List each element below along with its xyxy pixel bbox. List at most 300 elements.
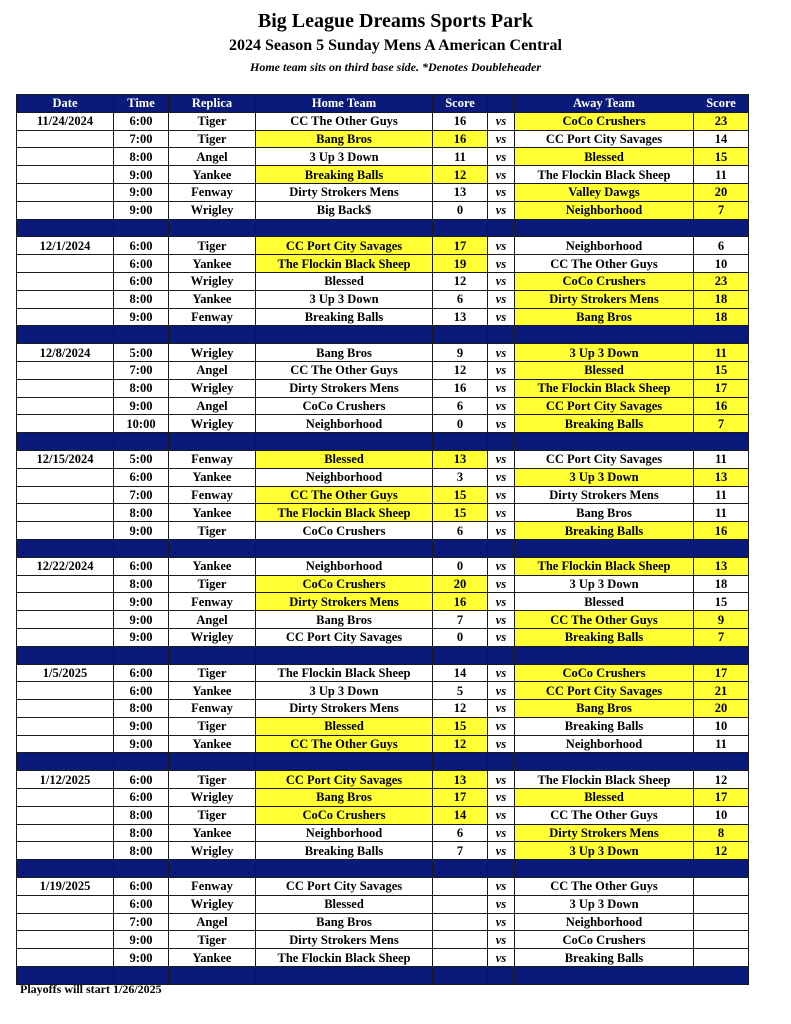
separator-cell [256, 967, 433, 985]
vs-label: vs [488, 806, 515, 824]
vs-label: vs [488, 504, 515, 522]
table-row [17, 593, 749, 611]
table-row [17, 878, 749, 896]
week-separator [17, 860, 749, 878]
home-score: 13 [433, 183, 488, 201]
game-replica: Wrigley [169, 272, 256, 290]
table-row [17, 771, 749, 789]
table-row [17, 806, 749, 824]
game-replica: Fenway [169, 878, 256, 896]
game-time: 9:00 [114, 593, 169, 611]
away-score: 20 [694, 700, 749, 718]
away-team: CoCo Crushers [515, 931, 694, 949]
vs-label: vs [488, 895, 515, 913]
away-team: 3 Up 3 Down [515, 842, 694, 860]
home-team: Neighborhood [256, 557, 433, 575]
separator-cell [433, 967, 488, 985]
page-subtitle: 2024 Season 5 Sunday Mens A American Central [229, 37, 562, 54]
home-score: 7 [433, 842, 488, 860]
away-score: 16 [694, 522, 749, 540]
game-date [17, 842, 114, 860]
home-team: CoCo Crushers [256, 397, 433, 415]
separator-cell [433, 326, 488, 344]
table-row [17, 931, 749, 949]
away-team: Bang Bros [515, 504, 694, 522]
game-replica: Tiger [169, 931, 256, 949]
away-team: CoCo Crushers [515, 272, 694, 290]
game-replica: Tiger [169, 130, 256, 148]
table-row [17, 415, 749, 433]
game-replica: Yankee [169, 557, 256, 575]
home-score: 16 [433, 130, 488, 148]
col-replica: Replica [169, 95, 256, 113]
table-row [17, 148, 749, 166]
game-date [17, 308, 114, 326]
vs-label: vs [488, 664, 515, 682]
away-team: Dirty Strokers Mens [515, 824, 694, 842]
away-score: 10 [694, 806, 749, 824]
game-replica: Tiger [169, 771, 256, 789]
home-score: 0 [433, 557, 488, 575]
home-team: The Flockin Black Sheep [256, 504, 433, 522]
game-date: 12/15/2024 [17, 450, 114, 468]
table-row [17, 344, 749, 362]
home-score: 11 [433, 148, 488, 166]
away-team: Blessed [515, 789, 694, 807]
home-team: The Flockin Black Sheep [256, 255, 433, 273]
table-row [17, 824, 749, 842]
home-team: Bang Bros [256, 344, 433, 362]
separator-cell [515, 219, 694, 237]
away-score: 10 [694, 255, 749, 273]
away-score: 8 [694, 824, 749, 842]
separator-cell [515, 646, 694, 664]
away-team: The Flockin Black Sheep [515, 379, 694, 397]
vs-label: vs [488, 789, 515, 807]
game-replica: Fenway [169, 700, 256, 718]
separator-cell [169, 539, 256, 557]
home-team: Bang Bros [256, 611, 433, 629]
away-team: CoCo Crushers [515, 112, 694, 130]
separator-cell [694, 967, 749, 985]
table-row [17, 895, 749, 913]
vs-label: vs [488, 415, 515, 433]
home-score: 7 [433, 611, 488, 629]
away-score: 18 [694, 308, 749, 326]
table-row [17, 557, 749, 575]
game-replica: Fenway [169, 450, 256, 468]
vs-label: vs [488, 557, 515, 575]
week-separator [17, 433, 749, 451]
vs-label: vs [488, 628, 515, 646]
home-team: CC The Other Guys [256, 486, 433, 504]
home-team: Dirty Strokers Mens [256, 379, 433, 397]
game-date [17, 201, 114, 219]
game-time: 8:00 [114, 575, 169, 593]
game-date [17, 913, 114, 931]
away-score: 11 [694, 486, 749, 504]
away-score: 7 [694, 415, 749, 433]
game-replica: Tiger [169, 717, 256, 735]
game-date [17, 611, 114, 629]
away-score: 9 [694, 611, 749, 629]
separator-cell [694, 539, 749, 557]
table-row [17, 183, 749, 201]
vs-label: vs [488, 486, 515, 504]
game-date [17, 379, 114, 397]
game-replica: Wrigley [169, 895, 256, 913]
game-time: 6:00 [114, 557, 169, 575]
table-row [17, 112, 749, 130]
separator-cell [114, 539, 169, 557]
table-row [17, 575, 749, 593]
home-team: Blessed [256, 450, 433, 468]
game-replica: Angel [169, 148, 256, 166]
game-date: 1/5/2025 [17, 664, 114, 682]
home-team: Bang Bros [256, 789, 433, 807]
table-row [17, 272, 749, 290]
game-time: 6:00 [114, 789, 169, 807]
away-score: 17 [694, 789, 749, 807]
table-row [17, 468, 749, 486]
week-separator [17, 539, 749, 557]
home-score: 15 [433, 504, 488, 522]
game-replica: Wrigley [169, 379, 256, 397]
home-team: CC The Other Guys [256, 112, 433, 130]
table-row [17, 397, 749, 415]
away-team: 3 Up 3 Down [515, 575, 694, 593]
game-date [17, 255, 114, 273]
game-date [17, 148, 114, 166]
away-score [694, 878, 749, 896]
away-team: 3 Up 3 Down [515, 468, 694, 486]
away-team: Blessed [515, 148, 694, 166]
away-team: Blessed [515, 361, 694, 379]
game-time: 6:00 [114, 771, 169, 789]
away-team: CC Port City Savages [515, 130, 694, 148]
separator-cell [256, 753, 433, 771]
separator-cell [114, 753, 169, 771]
home-score: 13 [433, 308, 488, 326]
game-replica: Wrigley [169, 415, 256, 433]
game-replica: Fenway [169, 486, 256, 504]
game-replica: Yankee [169, 468, 256, 486]
separator-cell [515, 860, 694, 878]
game-date [17, 468, 114, 486]
vs-label: vs [488, 842, 515, 860]
table-row [17, 628, 749, 646]
away-team: Blessed [515, 593, 694, 611]
away-score: 13 [694, 468, 749, 486]
table-row [17, 717, 749, 735]
game-time: 7:00 [114, 913, 169, 931]
home-team: Neighborhood [256, 824, 433, 842]
away-team: Breaking Balls [515, 415, 694, 433]
game-replica: Angel [169, 361, 256, 379]
game-time: 8:00 [114, 290, 169, 308]
away-team: Valley Dawgs [515, 183, 694, 201]
separator-cell [169, 219, 256, 237]
away-team: The Flockin Black Sheep [515, 771, 694, 789]
away-score: 18 [694, 575, 749, 593]
home-score [433, 913, 488, 931]
away-score: 20 [694, 183, 749, 201]
separator-cell [169, 433, 256, 451]
home-team: Blessed [256, 272, 433, 290]
home-score: 12 [433, 735, 488, 753]
week-separator [17, 326, 749, 344]
away-score: 18 [694, 290, 749, 308]
game-time: 6:00 [114, 895, 169, 913]
vs-label: vs [488, 611, 515, 629]
game-replica: Wrigley [169, 628, 256, 646]
away-team: Neighborhood [515, 913, 694, 931]
col-away-team: Away Team [515, 95, 694, 113]
home-score: 6 [433, 397, 488, 415]
game-time: 7:00 [114, 130, 169, 148]
separator-cell [433, 646, 488, 664]
game-time: 5:00 [114, 344, 169, 362]
home-score: 6 [433, 522, 488, 540]
table-row [17, 486, 749, 504]
game-time: 6:00 [114, 112, 169, 130]
separator-cell [169, 326, 256, 344]
home-score: 5 [433, 682, 488, 700]
table-row [17, 361, 749, 379]
game-date [17, 504, 114, 522]
table-row [17, 682, 749, 700]
table-row [17, 789, 749, 807]
game-time: 8:00 [114, 842, 169, 860]
away-score: 11 [694, 735, 749, 753]
vs-label: vs [488, 130, 515, 148]
col-date: Date [17, 95, 114, 113]
separator-cell [488, 967, 515, 985]
game-time: 9:00 [114, 201, 169, 219]
away-score: 15 [694, 148, 749, 166]
away-score: 14 [694, 130, 749, 148]
away-team: Neighborhood [515, 735, 694, 753]
table-row [17, 664, 749, 682]
game-replica: Yankee [169, 166, 256, 184]
separator-cell [169, 646, 256, 664]
separator-cell [694, 219, 749, 237]
separator-cell [433, 753, 488, 771]
table-row [17, 842, 749, 860]
game-time: 8:00 [114, 504, 169, 522]
away-team: CC The Other Guys [515, 806, 694, 824]
vs-label: vs [488, 878, 515, 896]
game-time: 8:00 [114, 700, 169, 718]
week-separator [17, 753, 749, 771]
table-row [17, 166, 749, 184]
page-header [0, 0, 791, 75]
game-time: 6:00 [114, 237, 169, 255]
game-time: 8:00 [114, 148, 169, 166]
separator-cell [488, 646, 515, 664]
home-score: 19 [433, 255, 488, 273]
home-team: Dirty Strokers Mens [256, 931, 433, 949]
away-score: 11 [694, 450, 749, 468]
header-row [17, 95, 749, 113]
separator-cell [694, 753, 749, 771]
vs-label: vs [488, 379, 515, 397]
vs-label: vs [488, 308, 515, 326]
game-replica: Wrigley [169, 344, 256, 362]
vs-label: vs [488, 575, 515, 593]
away-score: 23 [694, 272, 749, 290]
game-date [17, 361, 114, 379]
away-team: CC The Other Guys [515, 611, 694, 629]
footer-note: Playoffs will start 1/26/2025 [20, 982, 162, 996]
vs-label: vs [488, 148, 515, 166]
game-date: 1/12/2025 [17, 771, 114, 789]
game-time: 8:00 [114, 806, 169, 824]
away-team: Breaking Balls [515, 717, 694, 735]
game-replica: Fenway [169, 308, 256, 326]
home-score: 9 [433, 344, 488, 362]
game-replica: Yankee [169, 682, 256, 700]
separator-cell [169, 967, 256, 985]
home-team: CC Port City Savages [256, 878, 433, 896]
separator-cell [515, 326, 694, 344]
game-date [17, 415, 114, 433]
game-replica: Wrigley [169, 842, 256, 860]
away-score: 16 [694, 397, 749, 415]
separator-cell [515, 539, 694, 557]
game-time: 9:00 [114, 166, 169, 184]
separator-cell [114, 433, 169, 451]
game-date [17, 931, 114, 949]
home-score: 13 [433, 450, 488, 468]
col-time: Time [114, 95, 169, 113]
vs-label: vs [488, 949, 515, 967]
separator-cell [17, 539, 114, 557]
page-title: Big League Dreams Sports Park [257, 10, 534, 32]
separator-cell [515, 433, 694, 451]
table-row [17, 201, 749, 219]
home-team: 3 Up 3 Down [256, 148, 433, 166]
vs-label: vs [488, 771, 515, 789]
home-score: 16 [433, 593, 488, 611]
home-team: CC Port City Savages [256, 237, 433, 255]
game-time: 9:00 [114, 308, 169, 326]
separator-cell [114, 646, 169, 664]
home-score: 15 [433, 486, 488, 504]
home-team: Blessed [256, 895, 433, 913]
separator-cell [114, 326, 169, 344]
table-row [17, 130, 749, 148]
game-date: 11/24/2024 [17, 112, 114, 130]
vs-label: vs [488, 682, 515, 700]
game-date [17, 824, 114, 842]
home-team: Bang Bros [256, 913, 433, 931]
game-time: 10:00 [114, 415, 169, 433]
vs-label: vs [488, 700, 515, 718]
separator-cell [17, 646, 114, 664]
separator-cell [433, 219, 488, 237]
vs-label: vs [488, 201, 515, 219]
vs-label: vs [488, 824, 515, 842]
game-time: 9:00 [114, 183, 169, 201]
vs-label: vs [488, 397, 515, 415]
away-team: Bang Bros [515, 700, 694, 718]
home-team: Big Back$ [256, 201, 433, 219]
game-replica: Wrigley [169, 789, 256, 807]
away-score: 11 [694, 504, 749, 522]
game-replica: Yankee [169, 824, 256, 842]
game-replica: Tiger [169, 664, 256, 682]
home-team: Breaking Balls [256, 842, 433, 860]
away-team: CC Port City Savages [515, 397, 694, 415]
table-row [17, 611, 749, 629]
home-team: Dirty Strokers Mens [256, 700, 433, 718]
game-date [17, 575, 114, 593]
away-team: Breaking Balls [515, 628, 694, 646]
game-replica: Yankee [169, 949, 256, 967]
game-date [17, 290, 114, 308]
game-date [17, 895, 114, 913]
away-team: CC Port City Savages [515, 450, 694, 468]
vs-label: vs [488, 735, 515, 753]
table-row [17, 255, 749, 273]
game-time: 6:00 [114, 255, 169, 273]
table-row [17, 735, 749, 753]
game-time: 6:00 [114, 664, 169, 682]
away-team: CoCo Crushers [515, 664, 694, 682]
vs-label: vs [488, 290, 515, 308]
game-date [17, 682, 114, 700]
away-score: 6 [694, 237, 749, 255]
away-score: 23 [694, 112, 749, 130]
away-team: Dirty Strokers Mens [515, 486, 694, 504]
home-team: Neighborhood [256, 415, 433, 433]
home-score: 12 [433, 166, 488, 184]
separator-cell [488, 860, 515, 878]
vs-label: vs [488, 166, 515, 184]
game-time: 9:00 [114, 717, 169, 735]
separator-cell [433, 433, 488, 451]
away-team: Dirty Strokers Mens [515, 290, 694, 308]
vs-label: vs [488, 593, 515, 611]
home-score: 6 [433, 824, 488, 842]
away-score [694, 913, 749, 931]
separator-cell [256, 860, 433, 878]
game-time: 8:00 [114, 824, 169, 842]
home-team: Breaking Balls [256, 308, 433, 326]
game-date [17, 593, 114, 611]
home-score: 14 [433, 664, 488, 682]
vs-label: vs [488, 272, 515, 290]
game-time: 8:00 [114, 379, 169, 397]
home-score: 13 [433, 771, 488, 789]
table-row [17, 700, 749, 718]
game-date [17, 130, 114, 148]
separator-cell [694, 433, 749, 451]
game-replica: Yankee [169, 504, 256, 522]
header-note: Home team sits on third base side. *Denotes Doubleheader [250, 60, 541, 74]
table-row [17, 949, 749, 967]
vs-label: vs [488, 361, 515, 379]
home-score: 0 [433, 415, 488, 433]
away-score: 7 [694, 628, 749, 646]
schedule-body [17, 112, 749, 984]
game-replica: Tiger [169, 522, 256, 540]
game-time: 7:00 [114, 486, 169, 504]
separator-cell [694, 860, 749, 878]
home-score: 15 [433, 717, 488, 735]
game-date: 12/1/2024 [17, 237, 114, 255]
